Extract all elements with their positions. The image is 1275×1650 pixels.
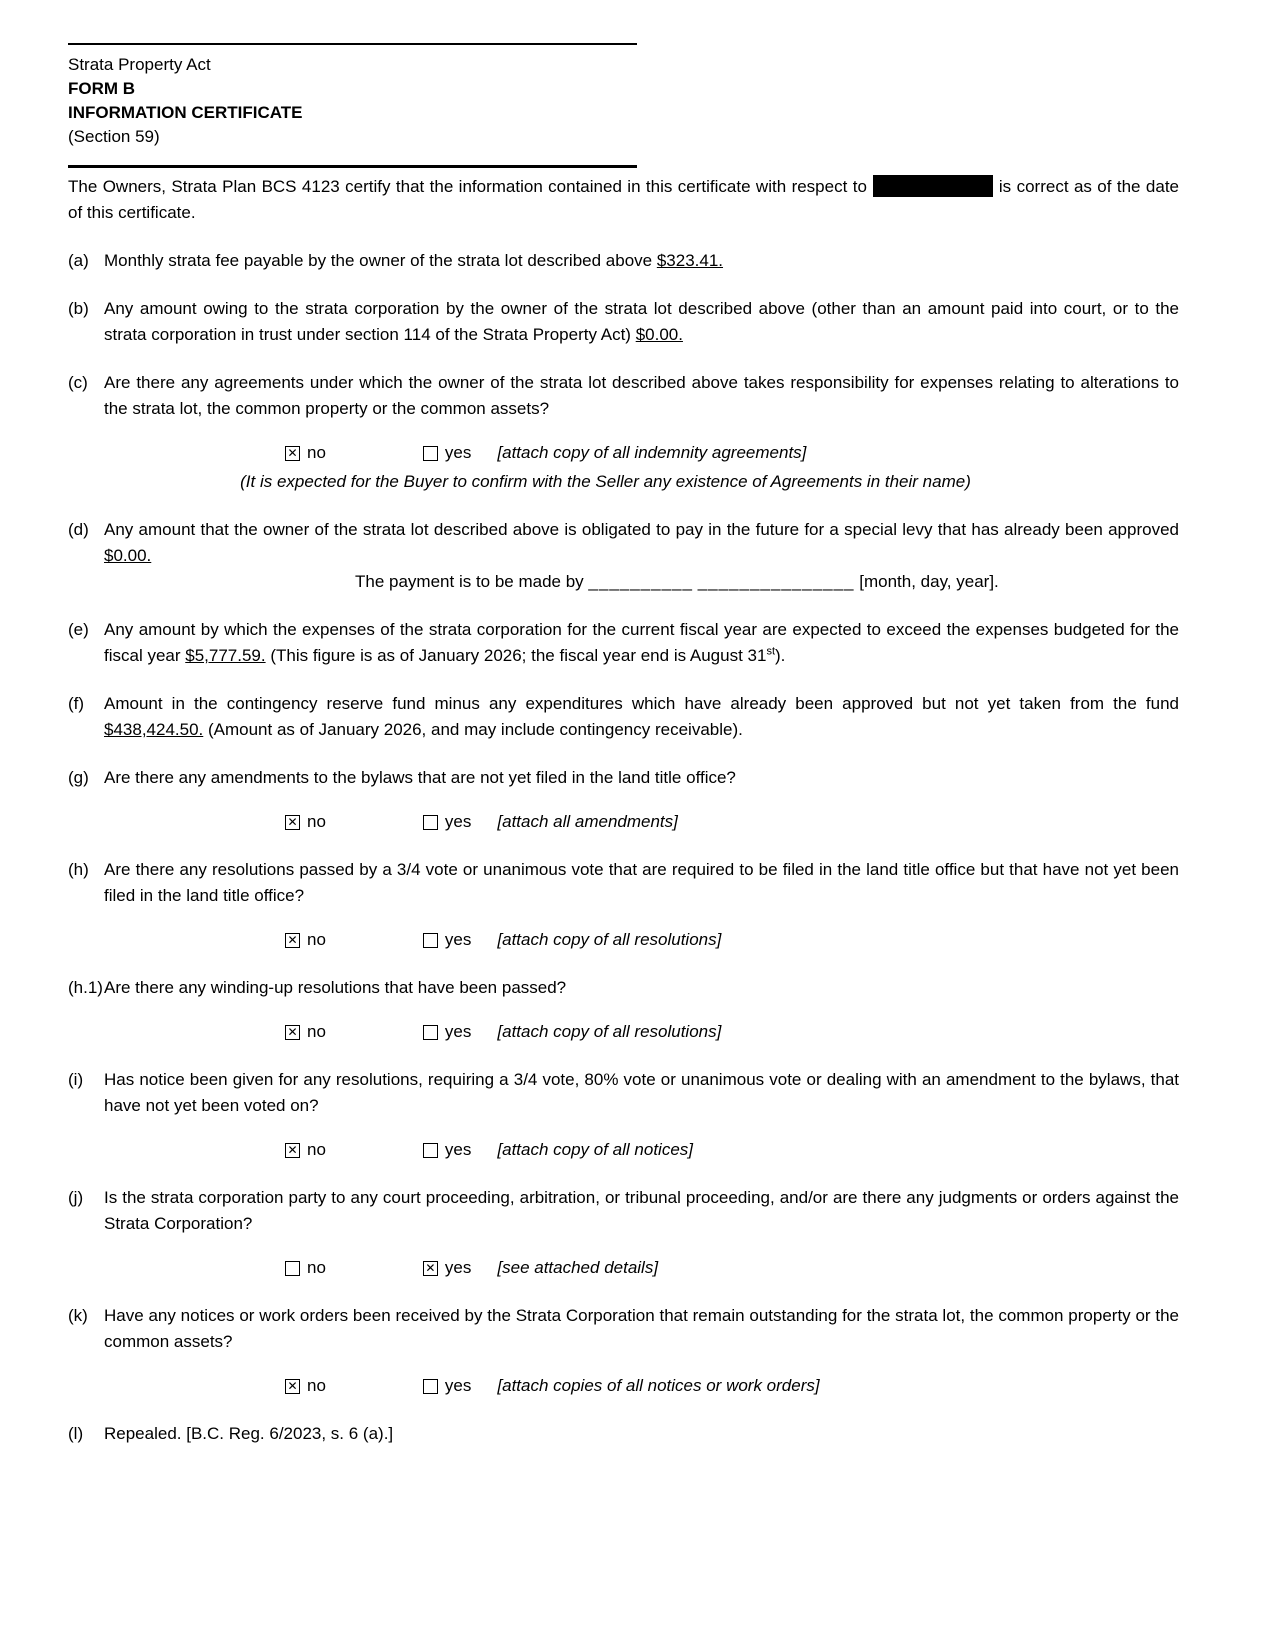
form-item-h1 — [68, 975, 1179, 1045]
buyer-confirmation-note: (It is expected for the Buyer to confirm with the Seller any existence of Agreements in their name) — [240, 472, 971, 491]
item-body — [104, 248, 1179, 274]
item-label: (b) — [68, 299, 89, 318]
checkbox-yes-label: yes — [444, 1140, 472, 1159]
text-segment: (This figure is as of January 2026; the fiscal year end is August 31 — [265, 646, 767, 665]
checkbox-no-checked-icon[interactable]: ✕ — [285, 1143, 300, 1158]
checkbox-no-label: no — [307, 930, 326, 949]
checkbox-yes-unchecked-icon[interactable] — [423, 1143, 438, 1158]
checkbox-yes-unchecked-icon[interactable] — [423, 446, 438, 461]
amount-value: $323.41. — [656, 251, 724, 270]
attach-instruction: [attach copy of all resolutions] — [497, 930, 722, 949]
checkbox-yes-label: yes — [444, 1258, 472, 1277]
checkbox-no-unchecked-icon[interactable] — [285, 1261, 300, 1276]
item-text — [104, 617, 1179, 669]
form-item-f — [68, 691, 1179, 743]
text-segment: Is the strata corporation party to any court proceeding, arbitration, or tribunal proceeding, and/or are there any judgments or orders against the Strata Corporation? — [104, 1188, 1179, 1233]
certification-statement — [68, 174, 1179, 226]
item-label: (l) — [68, 1424, 84, 1443]
form-item-e — [68, 617, 1179, 669]
text-segment: Repealed. [B.C. Reg. 6/2023, s. 6 (a).] — [104, 1424, 394, 1443]
item-label: (h) — [68, 860, 89, 879]
item-label: (j) — [68, 1188, 84, 1207]
checkbox-row-c — [104, 440, 1179, 466]
item-label: (g) — [68, 768, 89, 787]
checkbox-yes-unchecked-icon[interactable] — [423, 933, 438, 948]
form-item-b — [68, 296, 1179, 348]
checkbox-no-option — [285, 1373, 326, 1399]
item-text — [104, 1303, 1179, 1355]
payment-due-line — [104, 569, 1179, 595]
item-body — [104, 1303, 1179, 1399]
form-item-d — [68, 517, 1179, 595]
item-body — [104, 617, 1179, 669]
item-label: (a) — [68, 251, 89, 270]
item-text — [104, 1067, 1179, 1119]
form-item-h — [68, 857, 1179, 953]
text-segment: Any amount by which the expenses of the strata corporation for the current fiscal year are expected to exceed the expenses budgeted for the fiscal year — [104, 620, 1179, 665]
item-label: (e) — [68, 620, 89, 639]
item-body — [104, 370, 1179, 495]
attach-instruction: [attach copies of all notices or work orders] — [497, 1376, 820, 1395]
amount-value: $0.00. — [104, 546, 152, 565]
checkbox-yes-unchecked-icon[interactable] — [423, 1379, 438, 1394]
header-form: FORM B — [68, 79, 136, 98]
item-text — [104, 517, 1179, 569]
item-text — [104, 1185, 1179, 1237]
text-segment: Are there any amendments to the bylaws that are not yet filed in the land title office? — [104, 768, 736, 787]
checkbox-no-checked-icon[interactable]: ✕ — [285, 1025, 300, 1040]
amount-value: $5,777.59. — [185, 646, 266, 665]
superscript: st — [766, 645, 775, 658]
item-label: (d) — [68, 520, 89, 539]
checkbox-yes-unchecked-icon[interactable] — [423, 1025, 438, 1040]
item-body — [104, 691, 1179, 743]
item-text — [104, 691, 1179, 743]
item-body — [104, 765, 1179, 835]
text-segment: (Amount as of January 2026, and may include contingency receivable). — [203, 720, 743, 739]
payment-date-blank-1[interactable]: __________ — [588, 572, 693, 591]
form-item-k — [68, 1303, 1179, 1399]
checkbox-yes-option — [423, 927, 471, 953]
checkbox-no-option — [285, 440, 326, 466]
checkbox-yes-label: yes — [444, 930, 472, 949]
item-label: (k) — [68, 1306, 88, 1325]
checkbox-no-label: no — [307, 812, 326, 831]
form-item-g — [68, 765, 1179, 835]
form-item-j — [68, 1185, 1179, 1281]
payment-date-blank-2[interactable]: _______________ — [697, 572, 855, 591]
item-text — [104, 370, 1179, 422]
header-act: Strata Property Act — [68, 55, 211, 74]
checkbox-row-j — [104, 1255, 1179, 1281]
checkbox-yes-option — [423, 440, 471, 466]
checkbox-yes-option — [423, 1373, 471, 1399]
text-segment: Any amount owing to the strata corporation by the owner of the strata lot described above (other than an amount paid into court, or to the strata corporation in trust under section 114 of the Strata Property Act) — [104, 299, 1179, 344]
checkbox-row-i — [104, 1137, 1179, 1163]
checkbox-yes-option — [423, 1137, 471, 1163]
item-body — [104, 975, 1179, 1045]
checkbox-yes-label: yes — [444, 443, 472, 462]
checkbox-no-checked-icon[interactable]: ✕ — [285, 1379, 300, 1394]
checkbox-yes-checked-icon[interactable]: ✕ — [423, 1261, 438, 1276]
attach-instruction: [see attached details] — [497, 1258, 659, 1277]
item-body — [104, 1421, 1179, 1447]
checkbox-no-label: no — [307, 443, 326, 462]
attach-instruction: [attach copy of all indemnity agreements] — [497, 443, 807, 462]
payment-prefix: The payment is to be made by — [355, 572, 589, 591]
intro-text-before: The Owners, Strata Plan BCS 4123 certify that the information contained in this certificate with respect to — [68, 177, 867, 196]
item-body — [104, 296, 1179, 348]
text-segment: Has notice been given for any resolutions, requiring a 3/4 vote, 80% vote or unanimous vote or dealing with an amendment to the bylaws, that have not yet been voted on? — [104, 1070, 1179, 1115]
checkbox-yes-option — [423, 1019, 471, 1045]
checkbox-yes-option — [423, 1255, 471, 1281]
items-list — [68, 248, 1179, 1447]
text-segment: Are there any resolutions passed by a 3/4 vote or unanimous vote that are required to be filed in the land title office but that have not yet been filed in the land title office? — [104, 860, 1179, 905]
text-segment: Any amount that the owner of the strata lot described above is obligated to pay in the future for a special levy that has already been approved — [104, 520, 1179, 539]
text-segment: ). — [775, 646, 786, 665]
item-text — [104, 857, 1179, 909]
amount-value: $0.00. — [635, 325, 683, 344]
attach-instruction: [attach copy of all notices] — [497, 1140, 693, 1159]
amount-value: $438,424.50. — [104, 720, 204, 739]
item-text — [104, 1421, 1179, 1447]
form-item-c — [68, 370, 1179, 495]
text-segment: Have any notices or work orders been received by the Strata Corporation that remain outstanding for the strata lot, the common property or the common assets? — [104, 1306, 1179, 1351]
text-segment: Are there any agreements under which the owner of the strata lot described above takes responsibility for expenses relating to alterations to the strata lot, the common property or the common assets? — [104, 373, 1179, 418]
item-label: (f) — [68, 694, 85, 713]
checkbox-yes-unchecked-icon[interactable] — [423, 815, 438, 830]
checkbox-no-label: no — [307, 1376, 326, 1395]
checkbox-no-option — [285, 809, 326, 835]
item-label: (i) — [68, 1070, 84, 1089]
checkbox-no-option — [285, 1255, 326, 1281]
payment-suffix: [month, day, year]. — [854, 572, 999, 591]
form-item-i — [68, 1067, 1179, 1163]
form-item-l — [68, 1421, 1179, 1447]
item-label: (c) — [68, 373, 88, 392]
attach-instruction: [attach all amendments] — [497, 812, 678, 831]
header-rule-bottom — [68, 165, 637, 168]
item-text — [104, 765, 1179, 791]
item-body — [104, 857, 1179, 953]
checkbox-row-g — [104, 809, 1179, 835]
checkbox-yes-label: yes — [444, 1376, 472, 1395]
text-segment: Amount in the contingency reserve fund minus any expenditures which have already been approved but not yet taken from the fund — [104, 694, 1179, 713]
checkbox-row-k — [104, 1373, 1179, 1399]
checkbox-no-option — [285, 1137, 326, 1163]
checkbox-yes-label: yes — [444, 1022, 472, 1041]
checkbox-yes-option — [423, 809, 471, 835]
form-item-a — [68, 248, 1179, 274]
checkbox-no-label: no — [307, 1258, 326, 1277]
text-segment: Are there any winding-up resolutions that have been passed? — [104, 978, 567, 997]
redaction-box — [873, 175, 993, 197]
checkbox-no-checked-icon[interactable]: ✕ — [285, 933, 300, 948]
intro-text-after: is correct as of the date of this certificate. — [68, 177, 1179, 222]
attach-instruction: [attach copy of all resolutions] — [497, 1022, 722, 1041]
text-segment: Monthly strata fee payable by the owner of the strata lot described above — [104, 251, 657, 270]
checkbox-row-h — [104, 927, 1179, 953]
checkbox-no-checked-icon[interactable]: ✕ — [285, 815, 300, 830]
checkbox-no-label: no — [307, 1022, 326, 1041]
checkbox-no-label: no — [307, 1140, 326, 1159]
item-label: (h.1) — [68, 978, 103, 997]
item-text — [104, 975, 1179, 1001]
item-body — [104, 517, 1179, 595]
checkbox-no-option — [285, 927, 326, 953]
header-section: (Section 59) — [68, 127, 160, 146]
header-title: INFORMATION CERTIFICATE — [68, 103, 303, 122]
item-text — [104, 296, 1179, 348]
item-text — [104, 248, 1179, 274]
checkbox-yes-label: yes — [444, 812, 472, 831]
header-rule-top — [68, 43, 637, 45]
checkbox-no-checked-icon[interactable]: ✕ — [285, 446, 300, 461]
checkbox-no-option — [285, 1019, 326, 1045]
checkbox-row-h1 — [104, 1019, 1179, 1045]
item-body — [104, 1185, 1179, 1281]
document-header — [68, 53, 1179, 149]
item-body — [104, 1067, 1179, 1163]
